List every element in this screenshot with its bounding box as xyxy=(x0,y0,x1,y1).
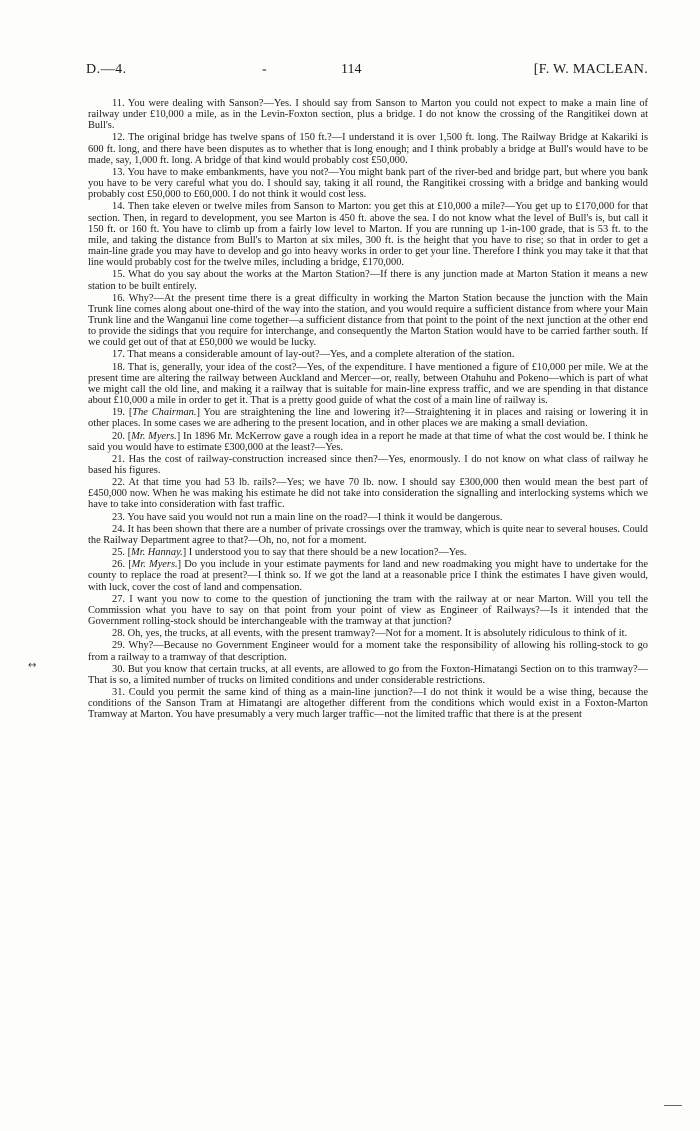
transcript-paragraph: 12. The original bridge has twelve spans of 150 ft.?—I understand it is over 1,500 ft. long. The Railway Bridge at Kakariki is 600 ft. long, and there have been disputes as to whether that is long enough; and I think probably a bridge at Bull's would have to be made, say, 1,000 ft. long. A bridge of that kind would probably cost £50,000. xyxy=(88,132,648,166)
witness-name: [F. W. MACLEAN. xyxy=(533,62,648,77)
document-reference: D.—4. xyxy=(86,62,127,77)
transcript-paragraph: 11. You were dealing with Sanson?—Yes. I should say from Sanson to Marton you could not expect to make a main line of railway under £10,000 a mile, as in the Levin-Foxton section, plus a bridge. I do not know the crossing of the Rangitikei down at Bull's. xyxy=(88,98,648,132)
question-prefix: 20. [ xyxy=(112,430,132,442)
transcript-paragraph: 16. Why?—At the present time there is a great difficulty in working the Marton Station because the junction with the Main Trunk line comes along about one-third of the way into the station, and you would require a sufficient distance from where your Main Trunk line and the Wanganui line come together—a sufficient distance from that point to the point of the next junction at the other end to provide the sidings that you require for interchange, and consequently the Marton Station would have to be carried farther south. If we could get out of that at £50,000 we would be lucky. xyxy=(88,292,648,349)
transcript-body xyxy=(88,98,648,721)
speaker-name: Mr. Hannay. xyxy=(131,547,183,559)
paragraph-text: ] You are straightening the line and lowering it?—Straightening it in places and raising or lowering it in other places. In some cases we are adhering to the present location, and in other places we are making a small deviation. xyxy=(88,407,649,430)
transcript-paragraph: 24. It has been shown that there are a number of private crossings over the tramway, which is quite near to several houses. Could the Railway Department agree to that?—Oh, no, not for a moment. xyxy=(88,523,648,546)
page-number: 114 xyxy=(341,62,362,77)
question-prefix: 26. [ xyxy=(112,559,132,571)
transcript-paragraph xyxy=(88,431,648,453)
speaker-name: Mr. Myers. xyxy=(131,559,178,571)
transcript-paragraph: 28. Oh, yes, the trucks, at all events, with the present tramway?—Not for a moment. It is absolutely ridiculous to think of it. xyxy=(112,628,628,640)
transcript-paragraph: 15. What do you say about the works at the Marton Station?—If there is any junction made at Marton Station it means a new station to be built entirely. xyxy=(88,269,648,292)
transcript-paragraph: 18. That is, generally, your idea of the cost?—Yes, of the expenditure. I have mentioned a figure of £10,000 per mile. We at the present time are altering the railway between Auckland and Mercer—or, really, between Otahuhu and Pokeno—which is part of what we might call the old line, and making it a railway that is suitable for main-line express traffic, and we are spending in that distance about £10,000 a mile in order to get it. That is a pretty good guide of what the cost of a main line of railway is. xyxy=(88,361,648,407)
header-dot: - xyxy=(262,62,267,77)
transcript-paragraph: 22. At that time you had 53 lb. rails?—Yes; we have 70 lb. now. I should say £300,000 then would mean the best part of £450,000 now. When he was making his estimate he did not take into consideration the signalling and interlocking systems which we have to take into consideration with fast traffic. xyxy=(88,477,648,511)
transcript-paragraph: 23. You have said you would not run a main line on the road?—I think it would be dangerous. xyxy=(112,511,503,523)
transcript-paragraph: 17. That means a considerable amount of lay-out?—Yes, and a complete alteration of the station. xyxy=(112,349,515,361)
transcript-paragraph: 31. Could you permit the same kind of thing as a main-line junction?—I do not think it would be a wise thing, because the conditions of the Sanson Tram at Himatangi are altogether different from the conditions which would exist in a Foxton-Marton Tramway at Marton. You have presumably a very much larger traffic—not the limited traffic that there is at the present xyxy=(88,686,648,721)
question-prefix: 25. [ xyxy=(112,547,132,559)
page-header xyxy=(86,62,648,82)
paragraph-text: ] In 1896 Mr. McKerrow gave a rough idea in a report he made at that time of what the cost would be. I think he said you would have to estimate £300,000 at the least?—Yes. xyxy=(88,430,648,453)
paragraph-text: ] Do you include in your estimate payments for land and new roadmaking you might have to undertake for the county to replace the road at present?—I think so. If we got the land at a reasonable price I think the estimates I have given would, with luck, cover the cost of land and compensation. xyxy=(88,559,648,593)
transcript-paragraph: 14. Then take eleven or twelve miles from Sanson to Marton: you get this at £10,000 a mile?—You get up to £170,000 for that section. Then, in regard to development, you see Marton is 450 ft. above the sea. I do not know what the level of Bull's is, but call it 150 ft. or 160 ft. You have to climb up from a fairly low level to Marton. If you are running up 1-in-100 grade, that is 53 ft. to the mile, and taking the distance from Bull's to Marton at six miles, 300 ft. is the height that you have to rise; so that in order to get a main-line grade you may have to develop and go into heavy works in order to get your line. Therefore I think you may take it that that line would probably cost for the twelve miles, including a bridge, £170,000. xyxy=(88,201,648,269)
transcript-paragraph xyxy=(88,407,648,429)
question-prefix: 19. [ xyxy=(112,407,133,419)
transcript-paragraph xyxy=(88,547,648,558)
transcript-paragraph: 21. Has the cost of railway-construction increased since then?—Yes, enormously. I do not know on what class of railway he based his figures. xyxy=(88,453,648,476)
transcript-paragraph: 30. But you know that certain trucks, at all events, are allowed to go from the Foxton-Himatangi Section on to this tramway?—That is so, a limited number of trucks on limited conditions and under considerable restrictions. xyxy=(88,663,648,686)
speaker-name: Mr. Myers. xyxy=(131,430,177,442)
margin-dash-icon xyxy=(664,1103,692,1109)
paragraph-text: ] I understood you to say that there should be a new location?—Yes. xyxy=(182,547,467,559)
transcript-paragraph xyxy=(88,559,648,592)
speaker-name: The Chairman. xyxy=(132,407,197,419)
transcript-paragraph: 29. Why?—Because no Government Engineer would for a moment take the responsibility of allowing his rolling-stock to go from a railway to a tramway of that description. xyxy=(88,640,648,663)
transcript-paragraph: 13. You have to make embankments, have you not?—You might bank part of the river-bed and bridge part, but where you bank you have to be very careful what you do. I should say, taking it all round, the Rangitikei crossing with a bridge and banking would probably cost £50,000 to £60,000. I do not think it would cost less. xyxy=(88,166,648,201)
transcript-paragraph: 27. I want you now to come to the question of junctioning the tram with the railway at or near Marton. Will you tell the Commission what you have to say on that point from your point of view as Engineer of Railways?—Is it intended that the Government rolling-stock should be interchangeable with the tramway at that junction? xyxy=(88,593,648,628)
margin-mark-icon: ↔ xyxy=(28,660,37,671)
